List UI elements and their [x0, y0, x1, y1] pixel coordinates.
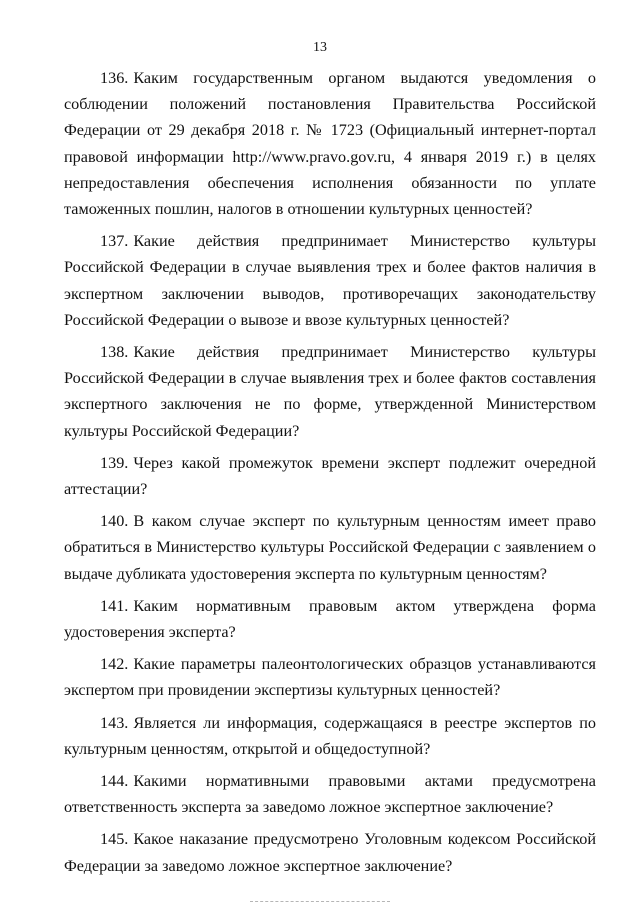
question-text: Через какой промежуток времени эксперт подлежит очередной аттестации?	[64, 453, 596, 499]
question-number: 145.	[100, 830, 129, 849]
question-number: 141.	[100, 596, 129, 615]
question-137	[64, 228, 596, 333]
question-text: Какие действия предпринимает Министерство культуры Российской Федерации в случае выявления трех и более фактов наличия в экспертном заключении выводов, противоречащих законодательству Российской Федерации о вывозе и ввозе культурных ценностей?	[64, 232, 596, 329]
question-number: 138.	[100, 343, 129, 362]
question-139	[64, 450, 596, 502]
question-number: 140.	[100, 512, 129, 531]
question-text: В каком случае эксперт по культурным ценностям имеет право обратиться в Министерство культуры Российской Федерации с заявлением о выдаче дубликата удостоверения эксперта по культурным ценностям?	[64, 512, 596, 583]
question-text: Какое наказание предусмотрено Уголовным кодексом Российской Федерации за заведомо ложное экспертное заключение?	[64, 830, 596, 875]
question-text: Какие параметры палеонтологических образцов устанавливаются экспертом при провидении экспертизы культурных ценностей?	[64, 655, 596, 700]
question-number: 143.	[100, 713, 129, 732]
question-140	[64, 508, 596, 587]
page-number: 13	[313, 40, 327, 55]
question-142	[64, 651, 596, 703]
question-number: 144.	[100, 772, 129, 791]
question-text: Какими нормативными правовыми актами предусмотрена ответственность эксперта за заведомо ложное экспертное заключение?	[64, 772, 596, 817]
question-number: 142.	[100, 655, 129, 674]
question-text: Каким государственным органом выдаются уведомления о соблюдении положений постановления Правительства Российской Федерации от 29 декабря 2018 г. № 1723 (Официальный интернет-портал правовой информации http://www.pravo.gov.ru, 4 января 2019 г.) в целях непредоставления обеспечения исполнения обязанности по уплате таможенных пошлин, налогов в отношении культурных ценностей?	[64, 69, 596, 219]
question-text: Является ли информация, содержащаяся в реестре экспертов по культурным ценностям, открытой и общедоступной?	[64, 713, 596, 758]
question-141	[64, 593, 596, 645]
question-list	[64, 65, 596, 885]
question-number: 136.	[100, 69, 129, 87]
question-143	[64, 710, 596, 762]
question-text: Какие действия предпринимает Министерство культуры Российской Федерации в случае выявления трех и более фактов составления экспертного заключения не по форме, утвержденной Министерством культуры Российской Федерации?	[64, 343, 596, 440]
question-136	[64, 65, 596, 222]
question-number: 137.	[100, 232, 129, 251]
scan-artifact-line	[250, 901, 390, 903]
question-138	[64, 339, 596, 444]
question-text: Каким нормативным правовым актом утверждена форма удостоверения эксперта?	[64, 596, 596, 642]
question-number: 139.	[100, 453, 129, 472]
question-145	[64, 826, 596, 878]
question-144	[64, 768, 596, 820]
